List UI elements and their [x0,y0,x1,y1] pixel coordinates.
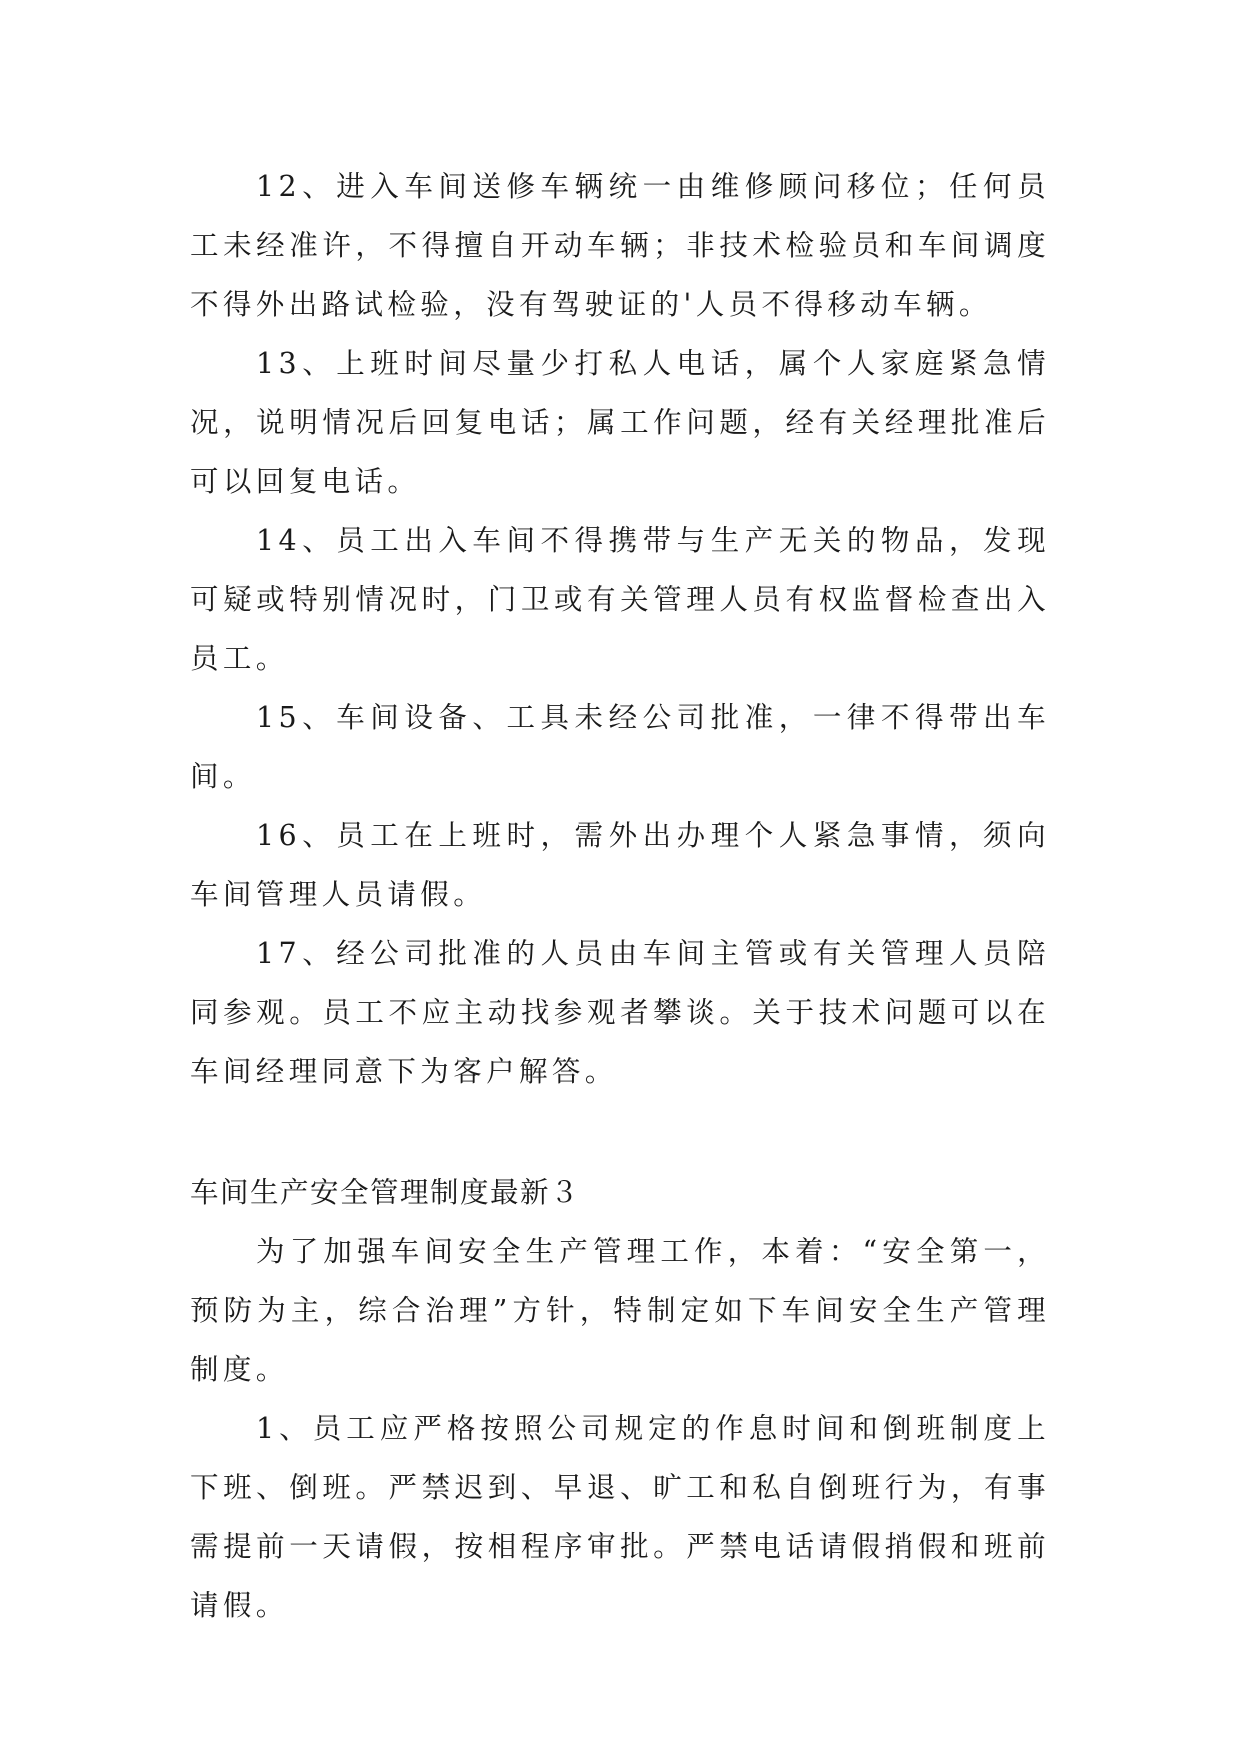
paragraph-rule-16: 16、员工在上班时，需外出办理个人紧急事情，须向车间管理人员请假。 [190,819,1050,911]
document-body [190,157,1050,1635]
section-heading: 车间生产安全管理制度最新３ [190,1176,581,1209]
paragraph-rule-15: 15、车间设备、工具未经公司批准，一律不得带出车间。 [190,701,1050,793]
paragraph-rule-12: 12、进入车间送修车辆统一由维修顾问移位；任何员工未经准许，不得擅自开动车辆；非技术检验员和车间调度不得外出路试检验，没有驾驶证的'人员不得移动车辆。 [190,170,1050,321]
paragraph-rule-13: 13、上班时间尽量少打私人电话，属个人家庭紧急情况，说明情况后回复电话；属工作问题，经有关经理批准后可以回复电话。 [190,347,1050,498]
paragraph-intro: 为了加强车间安全生产管理工作，本着：“安全第一，预防为主，综合治理”方针，特制定如下车间安全生产管理制度。 [190,1235,1050,1386]
paragraph-rule-1: 1、员工应严格按照公司规定的作息时间和倒班制度上下班、倒班。严禁迟到、早退、旷工和私自倒班行为，有事需提前一天请假，按相程序审批。严禁电话请假捎假和班前请假。 [190,1412,1050,1622]
paragraph-rule-17: 17、经公司批准的人员由车间主管或有关管理人员陪同参观。员工不应主动找参观者攀谈。关于技术问题可以在车间经理同意下为客户解答。 [190,937,1050,1088]
paragraph-rule-14: 14、员工出入车间不得携带与生产无关的物品，发现可疑或特别情况时，门卫或有关管理人员有权监督检查出入员工。 [190,524,1050,675]
